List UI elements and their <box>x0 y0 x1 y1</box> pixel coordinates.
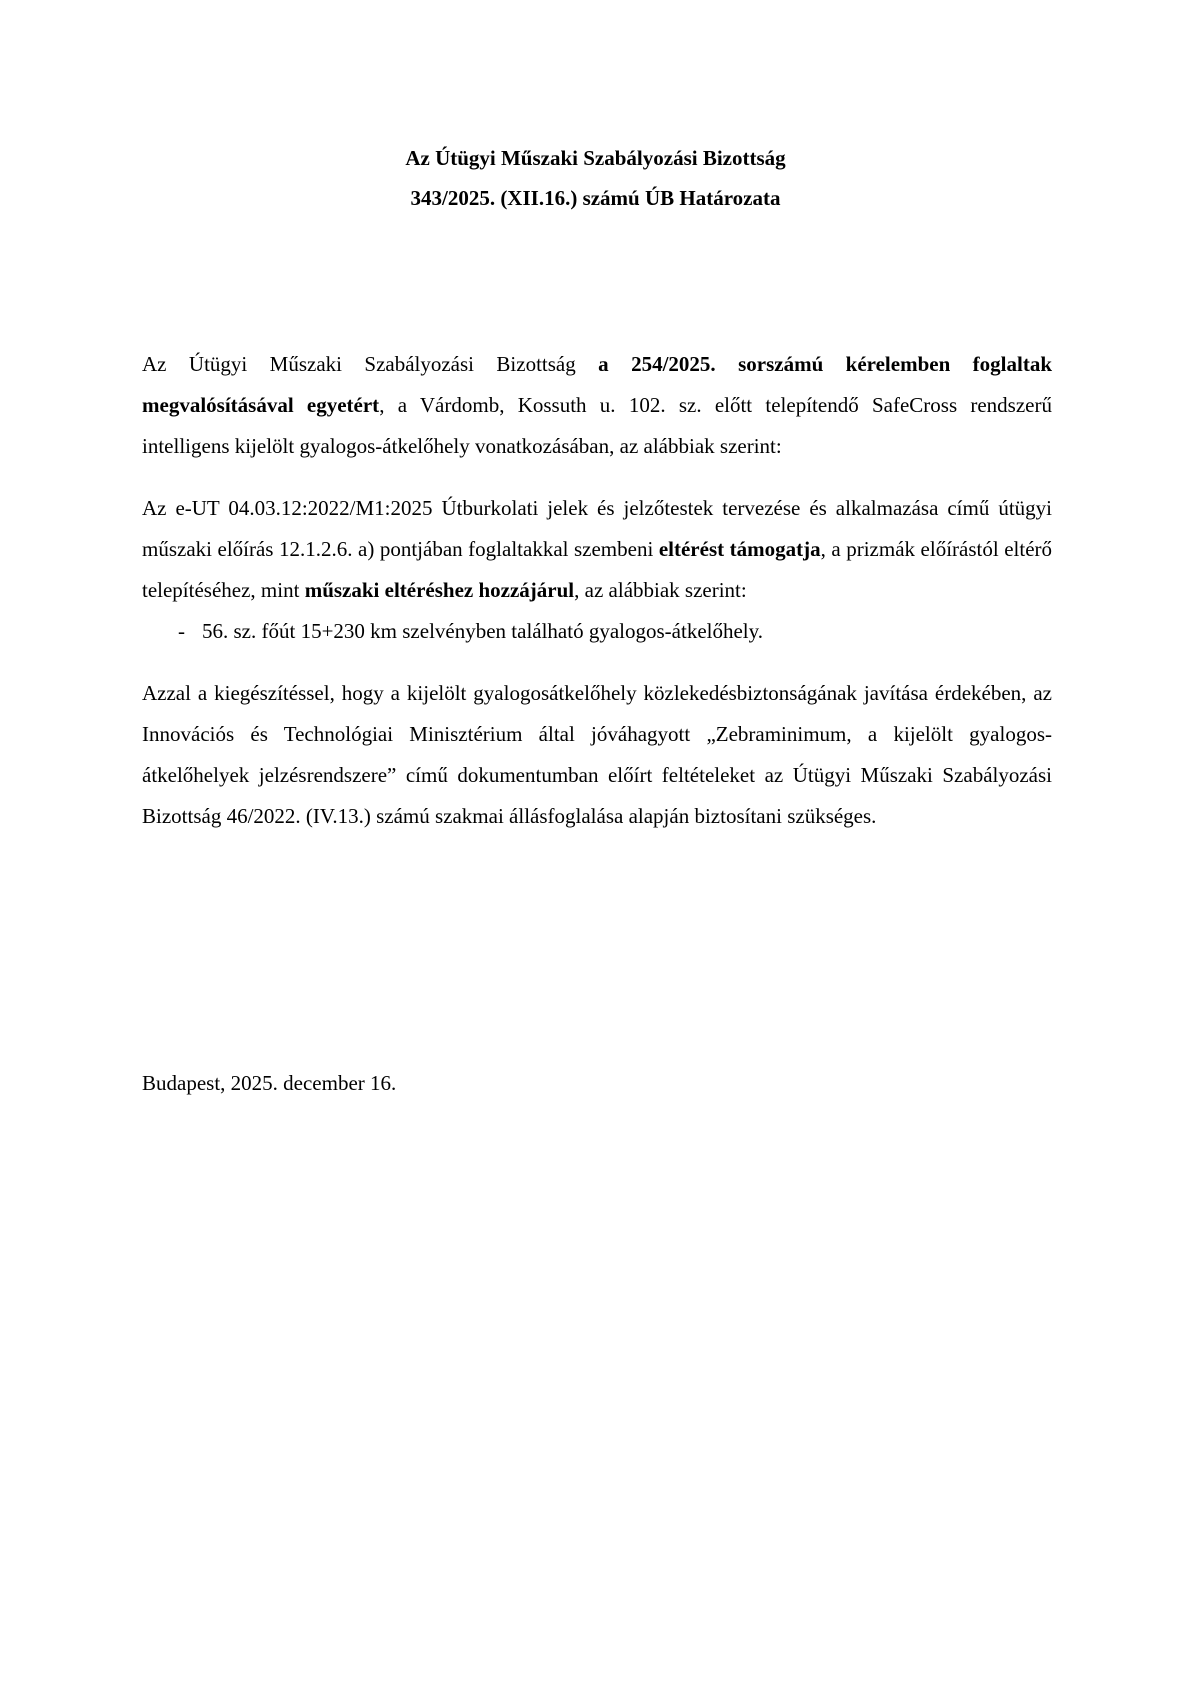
paragraph-deviation <box>142 488 1052 611</box>
paragraph-decision-text-2: , a Várdomb, Kossuth u. 102. sz. előtt telepítendő SafeCross rendszerű intelligens kijelölt gyalogos-átkelőhely vonatkozásában, az alábbiak szerint: <box>142 393 1052 458</box>
paragraph-deviation-text-2: , a prizmák előírástól eltérő telepítéséhez, mint <box>142 537 1053 602</box>
document-body <box>142 344 1052 837</box>
bullet-text: 56. sz. főút 15+230 km szelvényben található gyalogos-átkelőhely. <box>202 619 764 643</box>
list-item <box>142 611 1052 652</box>
paragraph-decision <box>142 344 1052 467</box>
paragraph-supplement: Azzal a kiegészítéssel, hogy a kijelölt gyalogosátkelőhely közlekedésbiztonságának javítása érdekében, az Innovációs és Technológiai Minisztérium által jóváhagyott „Zebraminimum, a kijelölt gyalogos-átkelőhelyek jelzésrendszere” című dokumentumban előírt feltételeket az Útügyi Műszaki Szabályozási Bizottság 46/2022. (IV.13.) számú szakmai állásfoglalása alapján biztosítani szükséges. <box>142 681 1052 828</box>
paragraph-decision-bold-1: a 254/2025. sorszámú kérelemben foglaltak megvalósításával egyetért <box>142 352 1052 417</box>
paragraph-deviation-text-3: , az alábbiak szerint: <box>574 578 747 602</box>
title-committee: Az Útügyi Műszaki Szabályozási Bizottság <box>405 146 786 170</box>
paragraph-deviation-bold-2: műszaki eltéréshez hozzájárul <box>304 578 575 602</box>
document-date: Budapest, 2025. december 16. <box>142 1071 397 1095</box>
paragraph-deviation-bold-1: eltérést támogatja <box>658 537 821 561</box>
bullet-dash: - <box>178 619 185 643</box>
paragraph-deviation-text-1: Az e-UT 04.03.12:2022/M1:2025 Útburkolati jelek és jelzőtestek tervezése és alkalmazása című útügyi műszaki előírás 12.1.2.6. a) pontjában foglaltakkal szembeni <box>142 496 1052 561</box>
title-resolution-number: 343/2025. (XII.16.) számú ÚB Határozata <box>410 186 781 210</box>
document-title <box>0 138 1191 218</box>
paragraph-decision-text-1: Az Útügyi Műszaki Szabályozási Bizottság <box>142 352 599 376</box>
